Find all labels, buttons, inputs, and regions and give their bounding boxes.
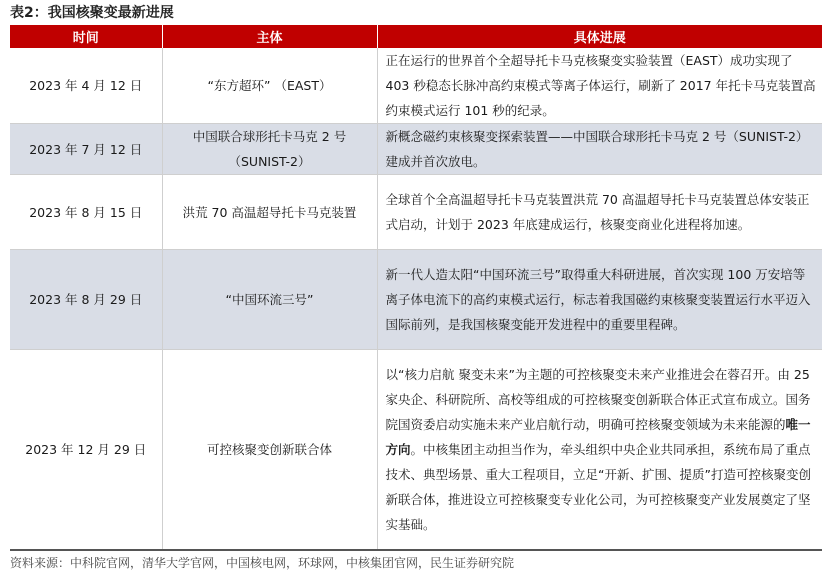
header-time: 时间	[10, 25, 162, 48]
cell-subject: “中国环流三号”	[162, 250, 377, 350]
table-title: 表2：我国核聚变最新进展	[10, 5, 174, 21]
source-note: 资料来源：中科院官网，清华大学官网，中国核电网，环球网，中核集团官网，民生证券研究院	[10, 556, 515, 570]
cell-progress: 新一代人造太阳“中国环流三号”取得重大科研进展，首次实现 100 万安培等离子体电流下的高约束模式运行，标志着我国磁约束核聚变装置运行水平迈入国际前列，是我国核聚变能开发进程中的重要里程碑。	[377, 250, 822, 350]
fusion-progress-table	[10, 25, 822, 551]
cell-subject: 可控核聚变创新联合体	[162, 350, 377, 551]
table-row	[10, 48, 822, 124]
table-header-row	[10, 25, 822, 48]
cell-progress	[377, 350, 822, 551]
table-row	[10, 350, 822, 551]
table-row	[10, 175, 822, 250]
header-progress: 具体进展	[377, 25, 822, 48]
cell-time: 2023 年 7 月 12 日	[10, 124, 162, 175]
cell-progress: 全球首个全高温超导托卡马克装置洪荒 70 高温超导托卡马克装置总体安装正式启动，计划于 2023 年底建成运行，核聚变商业化进程将加速。	[377, 175, 822, 250]
table-row	[10, 124, 822, 175]
table-row	[10, 250, 822, 350]
cell-subject: “东方超环” （EAST）	[162, 48, 377, 124]
cell-time: 2023 年 8 月 29 日	[10, 250, 162, 350]
cell-time: 2023 年 4 月 12 日	[10, 48, 162, 124]
progress-text: 以“核力启航 聚变未来”为主题的可控核聚变未来产业推进会在蓉召开。由 25 家央企、科研院所、高校等组成的可控核聚变创新联合体正式宣布成立。国务院国资委启动实施未来产业启航行动，明确可控核聚变领域为未来能源的	[385, 367, 811, 432]
cell-time: 2023 年 12 月 29 日	[10, 350, 162, 551]
cell-progress: 正在运行的世界首个全超导托卡马克核聚变实验装置（EAST）成功实现了 403 秒稳态长脉冲高约束模式等离子体运行，刷新了 2017 年托卡马克装置高约束模式运行 101 秒的纪录。	[377, 48, 822, 124]
header-subject: 主体	[162, 25, 377, 48]
cell-subject: 中国联合球形托卡马克 2 号（SUNIST-2）	[162, 124, 377, 175]
cell-progress: 新概念磁约束核聚变探索装置——中国联合球形托卡马克 2 号（SUNIST-2）建成并首次放电。	[377, 124, 822, 175]
progress-text: 。中核集团主动担当作为，牵头组织中央企业共同承担，系统布局了重点技术、典型场景、重大工程项目，立足“开新、扩围、提质”打造可控核聚变创新联合体，推进设立可控核聚变专业化公司，为可控核聚变产业发展奠定了坚实基础。	[385, 442, 811, 532]
progress-emphasis: 唯一方向	[385, 417, 811, 457]
cell-time: 2023 年 8 月 15 日	[10, 175, 162, 250]
cell-subject: 洪荒 70 高温超导托卡马克装置	[162, 175, 377, 250]
